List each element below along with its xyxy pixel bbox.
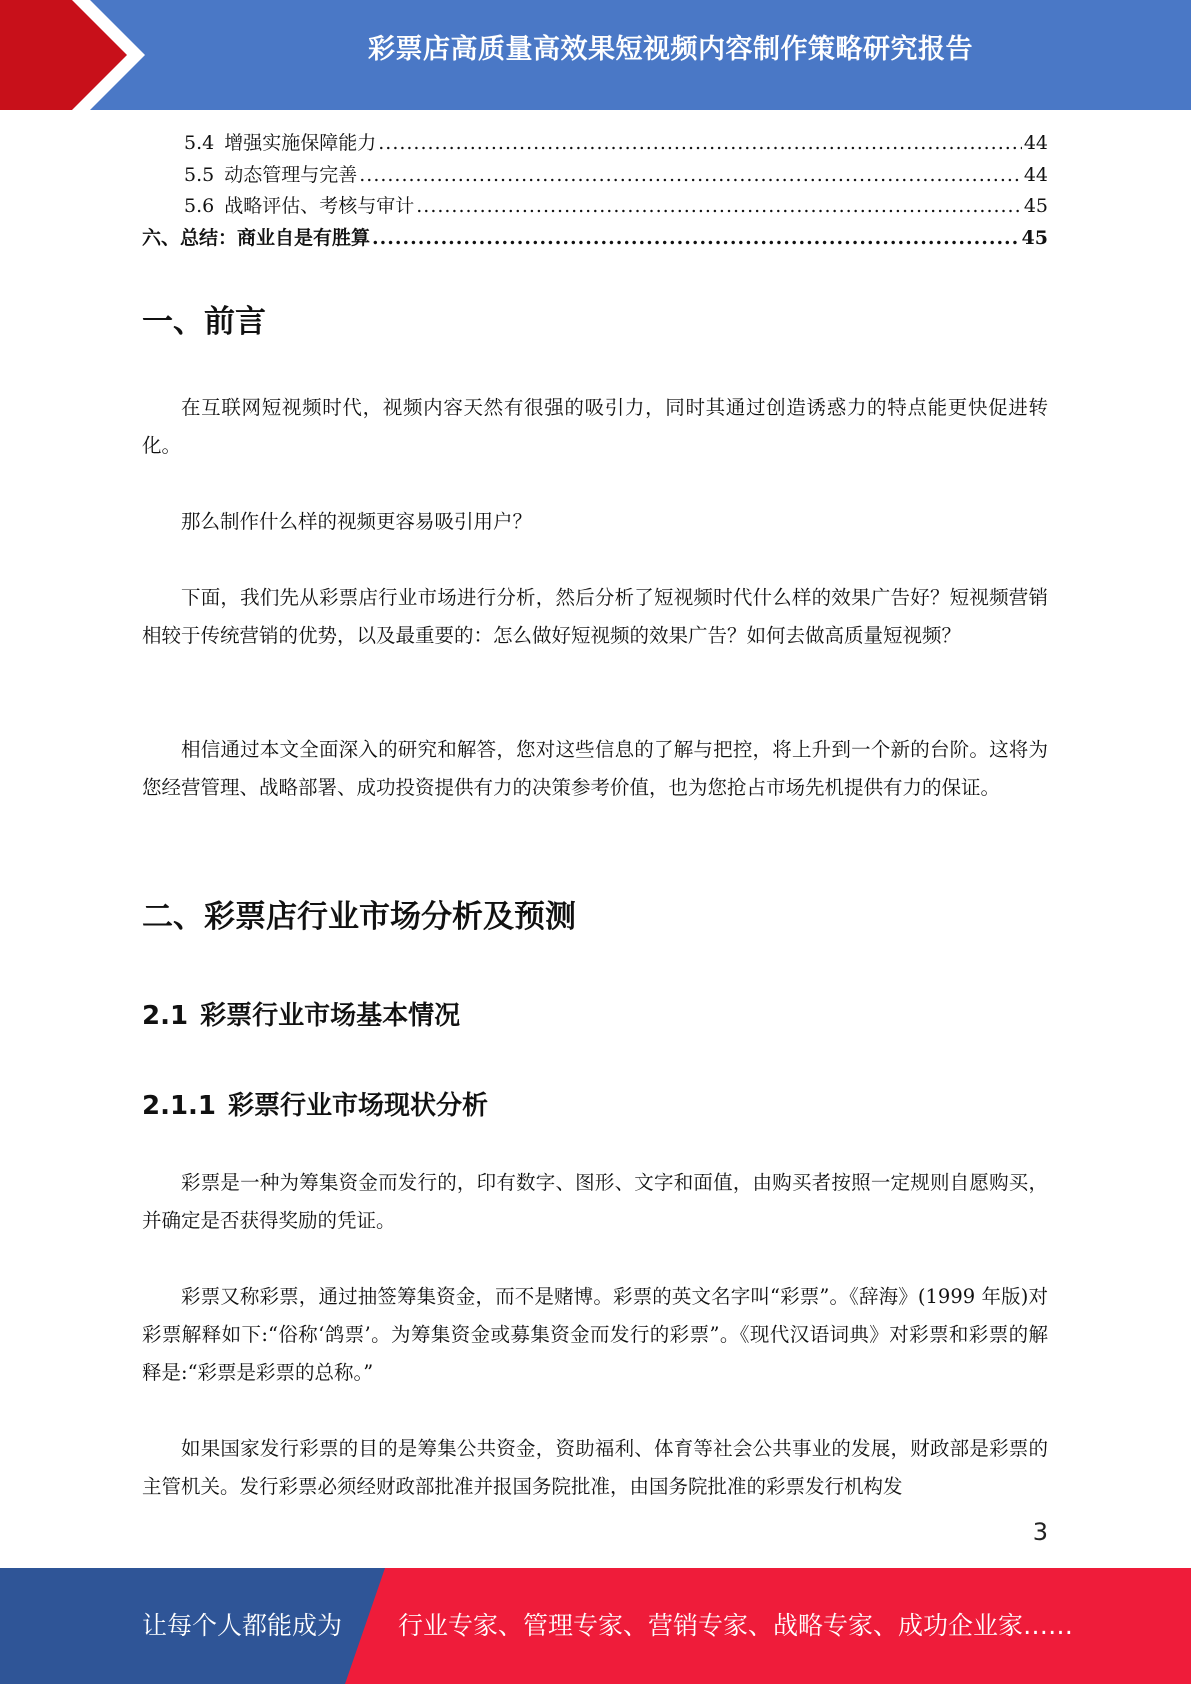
toc-entry-text: 总结：商业自是有胜算 [180, 226, 371, 249]
toc-entry-text: 动态管理与完善 [224, 163, 358, 186]
subsubsection-number: 2.1.1 [142, 1091, 217, 1121]
paragraph: 彩票又称彩票，通过抽签筹集资金，而不是赌博。彩票的英文名字叫“彩票”。《辞海》(1999 年版)对彩票解释如下:“俗称‘鸽票’。为筹集资金或募集资金而发行的彩票”。《现代汉语词典》对彩票和彩票的解释是:“彩票是彩票的总称。” [142, 1285, 1048, 1384]
paragraph: 在互联网短视频时代，视频内容天然有很强的吸引力，同时其通过创造诱惑力的特点能更快促进转化。 [142, 396, 1048, 457]
page-number: 3 [1032, 1518, 1048, 1546]
toc-entry[interactable] [142, 160, 1048, 192]
section-heading [142, 296, 266, 341]
section-number: 二、 [142, 899, 204, 935]
toc-entry-page: 44 [1023, 163, 1048, 186]
toc-leader-dots [359, 164, 1022, 186]
toc-entry-number: 六、 [142, 226, 181, 249]
toc-entry-number: 5.5 [184, 163, 215, 186]
toc-entry-page: 45 [1021, 226, 1048, 249]
page-footer [0, 1568, 1191, 1684]
subsection-number: 2.1 [142, 1001, 189, 1031]
report-title: 彩票店高质量高效果短视频内容制作策略研究报告 [368, 34, 973, 65]
footer-slogan-left: 让每个人都能成为 [142, 1611, 343, 1640]
toc-leader-dots [372, 227, 1020, 249]
subsection-title: 彩票行业市场基本情况 [200, 1001, 461, 1031]
toc-entry[interactable] [142, 191, 1048, 223]
section-title: 彩票店行业市场分析及预测 [204, 899, 576, 935]
section-title: 前言 [204, 304, 266, 340]
footer-slogan-right: 行业专家、管理专家、营销专家、战略专家、成功企业家…… [398, 1611, 1074, 1640]
toc-leader-dots [416, 195, 1022, 217]
toc-entry-text: 战略评估、考核与审计 [224, 195, 415, 217]
toc-entry-text: 增强实施保障能力 [224, 132, 377, 154]
paragraph: 如果国家发行彩票的目的是筹集公共资金，资助福利、体育等社会公共事业的发展，财政部是彩票的主管机关。发行彩票必须经财政部批准并报国务院批准，由国务院批准的彩票发行机构发 [142, 1437, 1048, 1498]
toc-leader-dots [378, 132, 1022, 154]
table-of-contents [142, 128, 1048, 254]
page-header [0, 0, 1191, 110]
toc-entry[interactable] [142, 128, 1048, 160]
paragraph: 相信通过本文全面深入的研究和解答，您对这些信息的了解与把控，将上升到一个新的台阶。这将为您经营管理、战略部署、成功投资提供有力的决策参考价值，也为您抢占市场先机提供有力的保证。 [142, 738, 1048, 799]
toc-entry-number: 5.4 [184, 132, 215, 154]
paragraph: 下面，我们先从彩票店行业市场进行分析，然后分析了短视频时代什么样的效果广告好？短视频营销相较于传统营销的优势，以及最重要的：怎么做好短视频的效果广告？如何去做高质量短视频？ [142, 586, 1048, 647]
subsubsection-heading [142, 1085, 488, 1122]
paragraph: 那么制作什么样的视频更容易吸引用户？ [181, 510, 533, 533]
header-arrow-accent [0, 0, 160, 110]
paragraph: 彩票是一种为筹集资金而发行的，印有数字、图形、文字和面值，由购买者按照一定规则自愿购买，并确定是否获得奖励的凭证。 [142, 1171, 1048, 1232]
toc-entry-number: 5.6 [184, 195, 215, 217]
section-number: 一、 [142, 304, 204, 340]
section-heading [142, 891, 576, 936]
subsection-heading [142, 995, 460, 1032]
subsubsection-title: 彩票行业市场现状分析 [228, 1091, 489, 1121]
toc-entry[interactable] [142, 223, 1048, 255]
toc-entry-page: 45 [1023, 195, 1048, 217]
toc-entry-page: 44 [1023, 132, 1048, 154]
